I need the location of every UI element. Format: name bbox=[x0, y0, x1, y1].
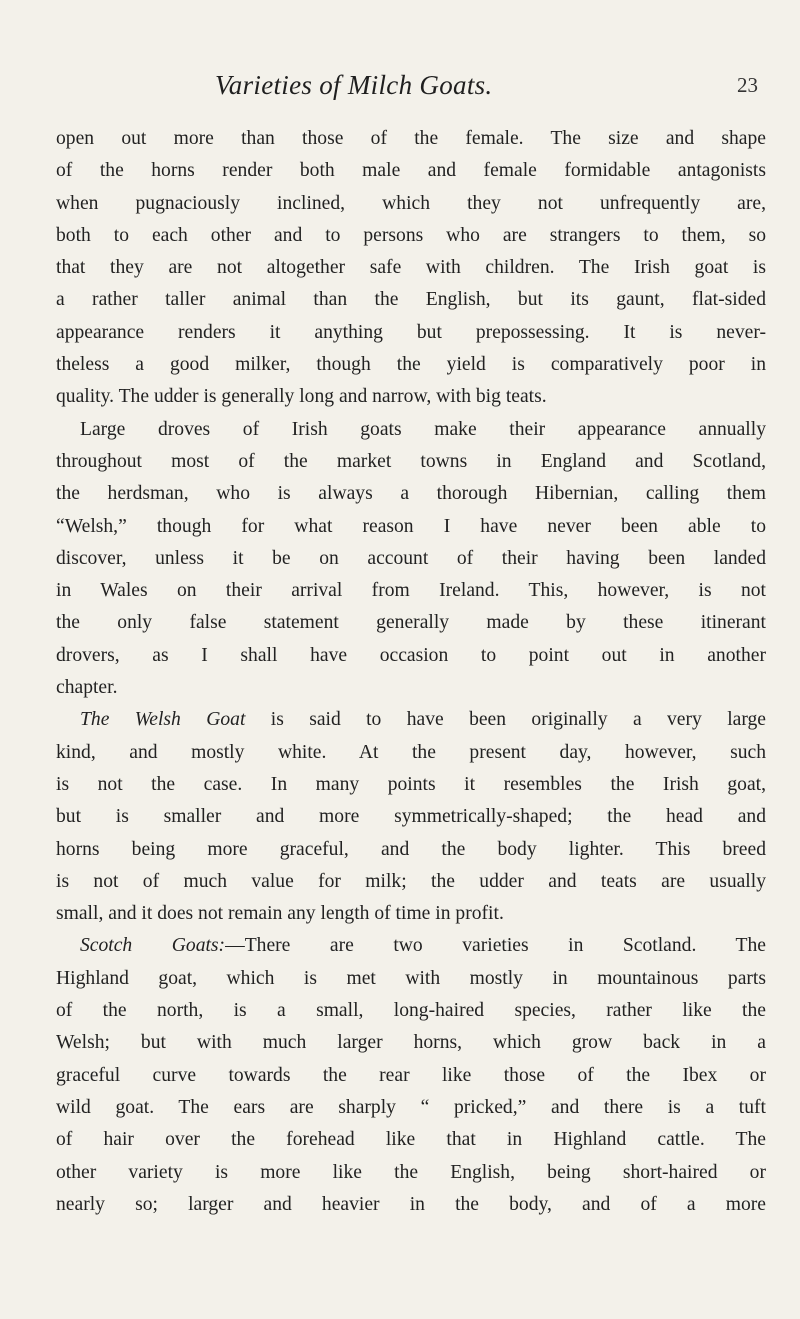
paragraph-start-line: Large droves of Irish goats make their appearance annually bbox=[80, 418, 766, 440]
text-line: quality. The udder is generally long and narrow, with big teats. bbox=[56, 386, 547, 408]
text-line: horns being more graceful, and the body lighter. This breed bbox=[56, 838, 766, 860]
text-line: wild goat. The ears are sharply “ pricked,” and there is a tuft bbox=[56, 1096, 766, 1118]
text-line: of the horns render both male and female formidable antagonists bbox=[56, 160, 766, 182]
body-text bbox=[56, 123, 766, 1221]
text-line: other variety is more like the English, being short-haired or bbox=[56, 1161, 766, 1183]
running-title: Varieties of Milch Goats. bbox=[215, 70, 493, 100]
text-line: throughout most of the market towns in England and Scotland, bbox=[56, 450, 766, 472]
paragraph-start-line bbox=[56, 930, 766, 962]
running-head bbox=[0, 64, 800, 104]
text-line: is not of much value for milk; the udder and teats are usually bbox=[56, 870, 766, 892]
scotch-goats-heading: Scotch Goats: bbox=[80, 935, 226, 957]
text-line: graceful curve towards the rear like those of the Ibex or bbox=[56, 1064, 766, 1086]
text-line: open out more than those of the female. The size and shape bbox=[56, 128, 766, 149]
text-line: kind, and mostly white. At the present day, however, such bbox=[56, 741, 766, 763]
text-line: Highland goat, which is met with mostly in mountainous parts bbox=[56, 967, 766, 989]
welsh-goat-heading: The Welsh Goat bbox=[80, 709, 246, 731]
text-line: is not the case. In many points it resembles the Irish goat, bbox=[56, 773, 766, 795]
text-line: the herdsman, who is always a thorough Hibernian, calling them bbox=[56, 483, 766, 505]
text-line: theless a good milker, though the yield is comparatively poor in bbox=[56, 354, 766, 376]
text-line: of hair over the forehead like that in Highland cattle. The bbox=[56, 1129, 766, 1151]
text-line: appearance renders it anything but prepossessing. It is never- bbox=[56, 321, 766, 343]
text-line: that they are not altogether safe with children. The Irish goat is bbox=[56, 257, 766, 279]
text-line: chapter. bbox=[56, 677, 118, 699]
text-line: nearly so; larger and heavier in the body, and of a more bbox=[56, 1193, 766, 1215]
text-line-rest: is said to have been originally a very large bbox=[270, 709, 766, 731]
text-line: discover, unless it be on account of their having been landed bbox=[56, 547, 766, 569]
text-line: “Welsh,” though for what reason I have never been able to bbox=[56, 515, 766, 537]
text-line: both to each other and to persons who are strangers to them, so bbox=[56, 224, 766, 246]
text-line: the only false statement generally made by these itinerant bbox=[56, 612, 766, 634]
text-line: drovers, as I shall have occasion to point out in another bbox=[56, 644, 766, 666]
text-line-rest: —There are two varieties in Scotland. The bbox=[225, 935, 766, 957]
text-line: small, and it does not remain any length of time in profit. bbox=[56, 903, 504, 925]
text-line: when pugnaciously inclined, which they not unfrequently are, bbox=[56, 192, 766, 214]
text-line: Welsh; but with much larger horns, which grow back in a bbox=[56, 1032, 766, 1054]
text-line: in Wales on their arrival from Ireland. This, however, is not bbox=[56, 580, 766, 602]
text-line: a rather taller animal than the English, but its gaunt, flat-sided bbox=[56, 289, 766, 311]
text-line: of the north, is a small, long-haired species, rather like the bbox=[56, 1000, 766, 1022]
page-number: 23 bbox=[737, 73, 758, 97]
paragraph-start-line bbox=[56, 704, 766, 736]
text-line: but is smaller and more symmetrically-shaped; the head and bbox=[56, 806, 766, 828]
